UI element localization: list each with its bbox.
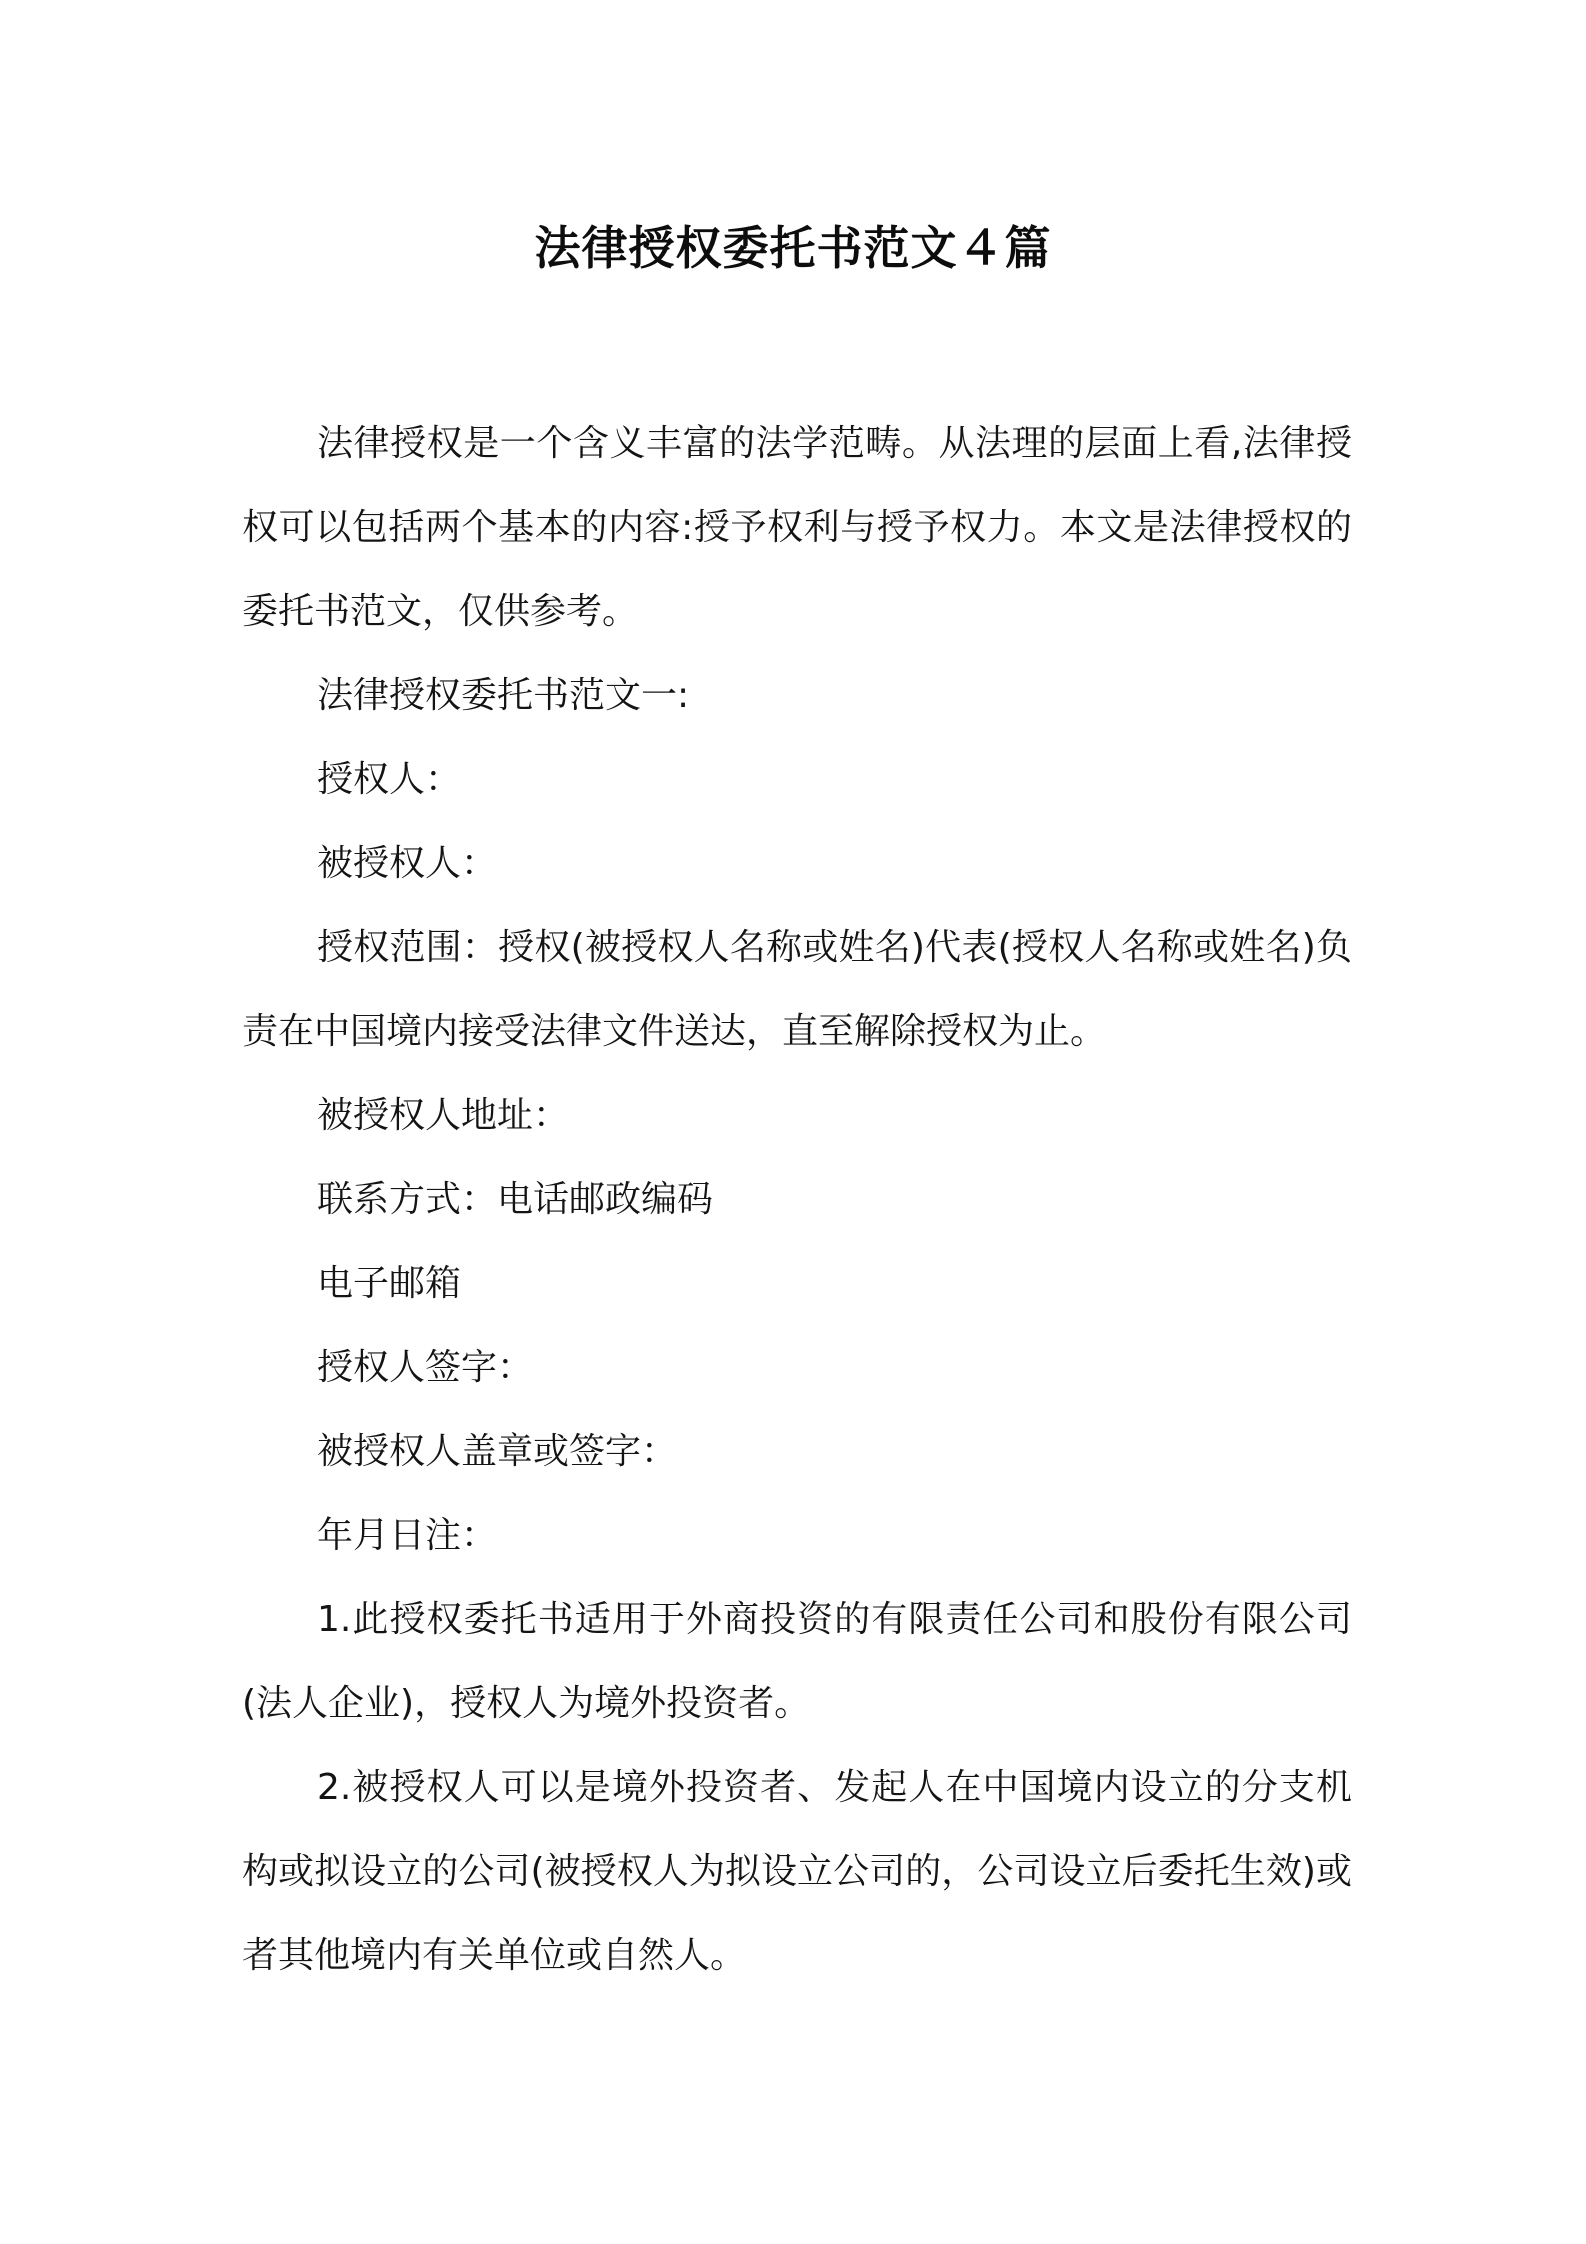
paragraph-date-note: 年月日注： [317, 1515, 498, 1556]
paragraph-intro: 法律授权是一个含义丰富的法学范畴。从法理的层面上看,法律授权可以包括两个基本的内容:授予权利与授予权力。本文是法律授权的委托书范文，仅供参考。 [242, 423, 1352, 632]
paragraph-grantor-signature: 授权人签字： [317, 1347, 534, 1388]
paragraph-sample-heading: 法律授权委托书范文一: [317, 675, 690, 716]
paragraph-grantor: 授权人： [317, 759, 462, 800]
paragraph-grantee-signature: 被授权人盖章或签字： [317, 1431, 678, 1472]
paragraph-note-1: 1.此授权委托书适用于外商投资的有限责任公司和股份有限公司(法人企业)，授权人为境外投资者。 [242, 1599, 1352, 1724]
paragraph-contact: 联系方式：电话邮政编码 [317, 1179, 714, 1220]
paragraph-grantee: 被授权人： [317, 843, 498, 884]
document-title: 法律授权委托书范文４篇 [534, 221, 1052, 275]
paragraph-email: 电子邮箱 [317, 1263, 462, 1304]
paragraph-note-2: 2.被授权人可以是境外投资者、发起人在中国境内设立的分支机构或拟设立的公司(被授权人为拟设立公司的，公司设立后委托生效)或者其他境内有关单位或自然人。 [242, 1767, 1352, 1976]
paragraph-grantee-address: 被授权人地址： [317, 1095, 570, 1136]
paragraph-scope: 授权范围：授权(被授权人名称或姓名)代表(授权人名称或姓名)负责在中国境内接受法律文件送达，直至解除授权为止。 [242, 927, 1352, 1052]
document-body [242, 402, 1352, 1998]
